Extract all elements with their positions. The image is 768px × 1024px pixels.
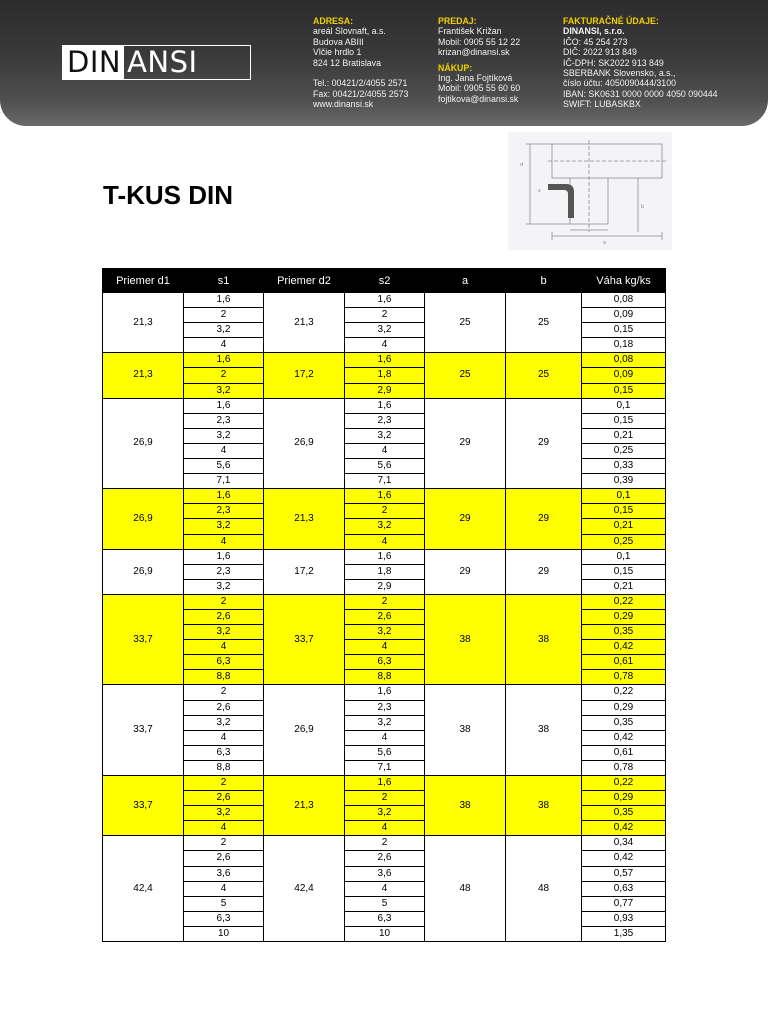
- cell-s1: 7,1: [184, 474, 264, 489]
- table-row: [103, 564, 666, 579]
- cell-s1: 3,2: [184, 323, 264, 338]
- cell-weight: 0,29: [582, 609, 666, 624]
- cell-s2: 6,3: [345, 655, 425, 670]
- billing-line: IBAN: SK0631 0000 0000 4050 090444: [563, 88, 718, 99]
- cell-weight: 0,15: [582, 564, 666, 579]
- table-row: [103, 791, 666, 806]
- table-row: [103, 534, 666, 549]
- cell-s1: 1,6: [184, 293, 264, 308]
- cell-s1: 3,2: [184, 806, 264, 821]
- cell-d1: 26,9: [103, 489, 184, 549]
- cell-s1: 3,2: [184, 383, 264, 398]
- cell-weight: 0,29: [582, 791, 666, 806]
- purchase-heading: NÁKUP:: [438, 62, 473, 73]
- cell-weight: 0,25: [582, 443, 666, 458]
- cell-a: 38: [425, 685, 506, 776]
- phone-line: Tel.: 00421/2/4055 2571: [313, 78, 408, 89]
- cell-s2: 4: [345, 640, 425, 655]
- cell-d2: 21,3: [264, 776, 345, 836]
- billing-line: DIČ: 2022 913 849: [563, 47, 637, 58]
- cell-weight: 0,61: [582, 745, 666, 760]
- cell-weight: 0,42: [582, 821, 666, 836]
- cell-s1: 6,3: [184, 655, 264, 670]
- cell-weight: 0,15: [582, 413, 666, 428]
- table-row: [103, 474, 666, 489]
- table-row: [103, 609, 666, 624]
- cell-weight: 0,63: [582, 881, 666, 896]
- cell-s2: 8,8: [345, 670, 425, 685]
- table-row: [103, 519, 666, 534]
- cell-s1: 2,6: [184, 609, 264, 624]
- cell-a: 25: [425, 293, 506, 353]
- cell-s2: 3,2: [345, 806, 425, 821]
- table-row: [103, 911, 666, 926]
- table-row: [103, 926, 666, 941]
- cell-weight: 0,1: [582, 398, 666, 413]
- cell-s2: 1,6: [345, 293, 425, 308]
- cell-s1: 3,2: [184, 625, 264, 640]
- cell-s1: 2,3: [184, 413, 264, 428]
- cell-weight: 0,15: [582, 323, 666, 338]
- table-row: [103, 625, 666, 640]
- sales-contact-phone: Mobil: 0905 55 12 22: [438, 36, 521, 47]
- billing-line: SWIFT: LUBASKBX: [563, 99, 641, 110]
- website-link[interactable]: www.dinansi.sk: [313, 99, 374, 110]
- cell-s1: 2: [184, 685, 264, 700]
- table-row: [103, 745, 666, 760]
- address-heading: ADRESA:: [313, 16, 354, 26]
- cell-s2: 4: [345, 443, 425, 458]
- table-row: [103, 338, 666, 353]
- cell-weight: 0,09: [582, 368, 666, 383]
- cell-s2: 2,9: [345, 383, 425, 398]
- cell-s2: 4: [345, 338, 425, 353]
- cell-s2: 4: [345, 534, 425, 549]
- cell-d1: 42,4: [103, 836, 184, 942]
- cell-d2: 21,3: [264, 293, 345, 353]
- cell-d2: 26,9: [264, 685, 345, 776]
- table-row: [103, 594, 666, 609]
- table-row: [103, 459, 666, 474]
- cell-d1: 33,7: [103, 685, 184, 776]
- table-row: [103, 806, 666, 821]
- address-line: areál Slovnaft, a.s.: [313, 26, 386, 37]
- cell-s1: 1,6: [184, 489, 264, 504]
- header-diameter-d1: Priemer d1: [103, 269, 184, 293]
- cell-s2: 3,2: [345, 519, 425, 534]
- billing-line: IČO: 45 254 273: [563, 36, 628, 47]
- cell-weight: 0,22: [582, 685, 666, 700]
- cell-s2: 7,1: [345, 474, 425, 489]
- cell-s2: 4: [345, 881, 425, 896]
- cell-d2: 26,9: [264, 398, 345, 489]
- sales-contact-email[interactable]: krizan@dinansi.sk: [438, 47, 510, 58]
- cell-s2: 6,3: [345, 911, 425, 926]
- logo-text-right: ANSI: [127, 45, 198, 79]
- billing-line: číslo účtu: 4050090444/3100: [563, 78, 676, 89]
- cell-d1: 33,7: [103, 776, 184, 836]
- cell-b: 29: [506, 549, 582, 594]
- cell-a: 29: [425, 398, 506, 489]
- cell-d2: 17,2: [264, 549, 345, 594]
- cell-a: 38: [425, 776, 506, 836]
- cell-d2: 21,3: [264, 489, 345, 549]
- table-row: [103, 866, 666, 881]
- cell-s2: 7,1: [345, 760, 425, 775]
- cell-weight: 0,78: [582, 760, 666, 775]
- cell-s1: 1,6: [184, 398, 264, 413]
- table-row: [103, 443, 666, 458]
- cell-weight: 0,34: [582, 836, 666, 851]
- cell-weight: 0,22: [582, 776, 666, 791]
- cell-s2: 4: [345, 730, 425, 745]
- cell-weight: 0,42: [582, 851, 666, 866]
- cell-s1: 6,3: [184, 745, 264, 760]
- cell-s2: 3,2: [345, 323, 425, 338]
- cell-s1: 2,6: [184, 700, 264, 715]
- billing-block: [563, 16, 718, 110]
- billing-line: IČ-DPH: SK2022 913 849: [563, 57, 664, 68]
- cell-s2: 3,2: [345, 715, 425, 730]
- cell-a: 29: [425, 489, 506, 549]
- cell-d1: 33,7: [103, 594, 184, 685]
- table-row: [103, 896, 666, 911]
- cell-s2: 1,6: [345, 549, 425, 564]
- cell-s1: 6,3: [184, 911, 264, 926]
- header-diameter-d2: Priemer d2: [264, 269, 345, 293]
- table-row: [103, 685, 666, 700]
- table-row: [103, 851, 666, 866]
- table-row: [103, 836, 666, 851]
- cell-d1: 26,9: [103, 398, 184, 489]
- cell-weight: 0,08: [582, 353, 666, 368]
- svg-text:b: b: [641, 204, 645, 210]
- cell-s1: 2,3: [184, 564, 264, 579]
- cell-weight: 0,93: [582, 911, 666, 926]
- header-s2: s2: [345, 269, 425, 293]
- cell-weight: 0,22: [582, 594, 666, 609]
- table-row: [103, 489, 666, 504]
- address-line: Vlčie hrdlo 1: [313, 47, 362, 58]
- cell-weight: 0,42: [582, 730, 666, 745]
- billing-line: SBERBANK Slovensko, a.s.,: [563, 68, 676, 79]
- cell-s1: 2: [184, 368, 264, 383]
- cell-weight: 0,18: [582, 338, 666, 353]
- cell-s2: 1,6: [345, 776, 425, 791]
- cell-s1: 3,2: [184, 579, 264, 594]
- table-row: [103, 549, 666, 564]
- cell-weight: 0,15: [582, 504, 666, 519]
- cell-weight: 0,35: [582, 806, 666, 821]
- sales-block: [438, 16, 520, 104]
- cell-s1: 5,6: [184, 459, 264, 474]
- cell-s2: 1,8: [345, 564, 425, 579]
- cell-a: 29: [425, 549, 506, 594]
- table-body: [103, 293, 666, 942]
- cell-weight: 0,35: [582, 715, 666, 730]
- cell-weight: 0,29: [582, 700, 666, 715]
- tee-spec-table: [102, 268, 666, 942]
- cell-weight: 0,15: [582, 383, 666, 398]
- cell-s1: 3,6: [184, 866, 264, 881]
- cell-s1: 1,6: [184, 549, 264, 564]
- cell-weight: 0,25: [582, 534, 666, 549]
- billing-company: DINANSI, s.r.o.: [563, 26, 625, 37]
- cell-d2: 42,4: [264, 836, 345, 942]
- cell-s1: 2,6: [184, 791, 264, 806]
- cell-s2: 2,3: [345, 700, 425, 715]
- cell-s2: 2,6: [345, 851, 425, 866]
- table-row: [103, 670, 666, 685]
- cell-weight: 0,09: [582, 308, 666, 323]
- table-row: [103, 353, 666, 368]
- table-header-row: [103, 269, 666, 293]
- cell-weight: 0,42: [582, 640, 666, 655]
- cell-d1: 21,3: [103, 353, 184, 398]
- sales-contact-name: František Križan: [438, 26, 502, 37]
- dinansi-logo: [62, 45, 251, 80]
- cell-b: 25: [506, 353, 582, 398]
- cell-s2: 2: [345, 836, 425, 851]
- cell-s1: 2,3: [184, 504, 264, 519]
- cell-s2: 1,6: [345, 398, 425, 413]
- fax-line: Fax: 00421/2/4055 2573: [313, 88, 409, 99]
- cell-s1: 8,8: [184, 760, 264, 775]
- cell-s2: 2: [345, 308, 425, 323]
- header-b: b: [506, 269, 582, 293]
- cell-s1: 2,6: [184, 851, 264, 866]
- header-s1: s1: [184, 269, 264, 293]
- cell-d2: 17,2: [264, 353, 345, 398]
- cell-s2: 2: [345, 791, 425, 806]
- cell-weight: 0,78: [582, 670, 666, 685]
- cell-weight: 0,21: [582, 579, 666, 594]
- cell-a: 48: [425, 836, 506, 942]
- table-row: [103, 428, 666, 443]
- table-row: [103, 323, 666, 338]
- page-header: [0, 0, 768, 126]
- cell-s2: 2: [345, 594, 425, 609]
- cell-s2: 5,6: [345, 459, 425, 474]
- table-row: [103, 383, 666, 398]
- cell-s1: 4: [184, 443, 264, 458]
- cell-weight: 0,57: [582, 866, 666, 881]
- svg-text:d: d: [520, 162, 524, 168]
- cell-b: 48: [506, 836, 582, 942]
- cell-s2: 3,2: [345, 428, 425, 443]
- cell-b: 38: [506, 594, 582, 685]
- cell-s1: 4: [184, 640, 264, 655]
- svg-text:a: a: [603, 240, 607, 246]
- cell-s1: 4: [184, 730, 264, 745]
- cell-d1: 26,9: [103, 549, 184, 594]
- table-row: [103, 760, 666, 775]
- cell-weight: 0,61: [582, 655, 666, 670]
- cell-s1: 2: [184, 308, 264, 323]
- cell-b: 25: [506, 293, 582, 353]
- cell-s1: 10: [184, 926, 264, 941]
- cell-b: 38: [506, 776, 582, 836]
- cell-s2: 1,8: [345, 368, 425, 383]
- address-line: 824 12 Bratislava: [313, 57, 381, 68]
- table-row: [103, 579, 666, 594]
- cell-s1: 4: [184, 821, 264, 836]
- cell-s1: 2: [184, 776, 264, 791]
- cell-s2: 3,6: [345, 866, 425, 881]
- svg-text:s: s: [538, 188, 541, 194]
- table-row: [103, 730, 666, 745]
- cell-weight: 0,35: [582, 625, 666, 640]
- table-row: [103, 504, 666, 519]
- purchase-contact-phone: Mobil: 0905 55 60 60: [438, 83, 521, 94]
- cell-d1: 21,3: [103, 293, 184, 353]
- cell-s1: 3,2: [184, 428, 264, 443]
- table-row: [103, 715, 666, 730]
- header-weight: Váha kg/ks: [582, 269, 666, 293]
- cell-s1: 4: [184, 338, 264, 353]
- cell-s1: 3,2: [184, 715, 264, 730]
- cell-s2: 1,6: [345, 489, 425, 504]
- cell-weight: 0,77: [582, 896, 666, 911]
- table-row: [103, 308, 666, 323]
- cell-s1: 5: [184, 896, 264, 911]
- cell-s2: 2,3: [345, 413, 425, 428]
- cell-s2: 2: [345, 504, 425, 519]
- cell-s2: 10: [345, 926, 425, 941]
- cell-a: 38: [425, 594, 506, 685]
- cell-weight: 0,1: [582, 549, 666, 564]
- tee-technical-drawing: [508, 132, 672, 250]
- table-row: [103, 293, 666, 308]
- cell-s1: 4: [184, 534, 264, 549]
- logo-text-left: DIN: [63, 46, 124, 79]
- cell-d2: 33,7: [264, 594, 345, 685]
- table-row: [103, 640, 666, 655]
- cell-a: 25: [425, 353, 506, 398]
- cell-s2: 2,9: [345, 579, 425, 594]
- table-row: [103, 776, 666, 791]
- cell-weight: 0,08: [582, 293, 666, 308]
- cell-weight: 0,39: [582, 474, 666, 489]
- address-line: Budova ABIII: [313, 36, 364, 47]
- cell-weight: 0,33: [582, 459, 666, 474]
- table-row: [103, 700, 666, 715]
- sales-heading: PREDAJ:: [438, 16, 477, 26]
- cell-s1: 3,2: [184, 519, 264, 534]
- cell-b: 29: [506, 489, 582, 549]
- cell-b: 38: [506, 685, 582, 776]
- table-row: [103, 398, 666, 413]
- purchase-contact-email[interactable]: fojtikova@dinansi.sk: [438, 93, 519, 104]
- header-a: a: [425, 269, 506, 293]
- table-row: [103, 413, 666, 428]
- billing-heading: FAKTURAČNÉ ÚDAJE:: [563, 16, 659, 26]
- cell-s2: 5: [345, 896, 425, 911]
- cell-s1: 8,8: [184, 670, 264, 685]
- address-block: [313, 16, 408, 110]
- cell-s2: 4: [345, 821, 425, 836]
- cell-s2: 1,6: [345, 685, 425, 700]
- table-row: [103, 655, 666, 670]
- cell-s1: 2: [184, 594, 264, 609]
- cell-weight: 0,21: [582, 428, 666, 443]
- cell-s2: 2,6: [345, 609, 425, 624]
- cell-s1: 2: [184, 836, 264, 851]
- cell-s1: 1,6: [184, 353, 264, 368]
- table-row: [103, 368, 666, 383]
- cell-weight: 0,1: [582, 489, 666, 504]
- table-row: [103, 821, 666, 836]
- cell-s2: 1,6: [345, 353, 425, 368]
- cell-s1: 4: [184, 881, 264, 896]
- purchase-contact-name: Ing. Jana Fojtíková: [438, 73, 513, 84]
- cell-s2: 5,6: [345, 745, 425, 760]
- cell-weight: 1,35: [582, 926, 666, 941]
- table-row: [103, 881, 666, 896]
- page-title: T-KUS DIN: [103, 180, 233, 210]
- cell-weight: 0,21: [582, 519, 666, 534]
- cell-s2: 3,2: [345, 625, 425, 640]
- cell-b: 29: [506, 398, 582, 489]
